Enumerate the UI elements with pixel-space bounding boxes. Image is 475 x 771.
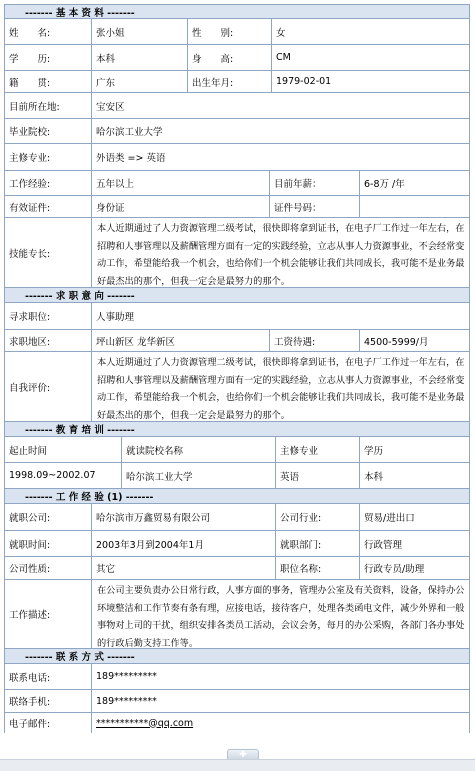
row-period (4, 531, 470, 557)
major-value: 外语类 => 英语 (91, 144, 355, 170)
phone-value: 189********* (91, 664, 471, 689)
row-origin (4, 71, 470, 93)
row-work-desc (4, 580, 470, 649)
work-desc-label: 工作描述: (9, 610, 51, 621)
area-label: 求职地区: (9, 336, 51, 348)
company-value: 哈尔滨市万鑫贸易有限公司 (91, 504, 275, 530)
email-cell (91, 713, 471, 733)
self-eval-text: 本人近期通过了人力资源管理二级考试，很快即将拿到证书，在电子厂工作过一年左右，在招聘和人事管理以及薪酬管理方面有一定的实践经验，立志从事人力资源事业，不会经常变动工作，希望能给我一个机会，也给你们一个机会能够让我们共同成长，我可能不是业务最好最杰出的那个，但我一定会是最努力的那个。 (91, 352, 471, 421)
education-major: 英语 (275, 463, 359, 488)
experience-label: 工作经验: (9, 179, 51, 190)
row-experience (4, 171, 470, 196)
row-self-eval (4, 352, 470, 422)
row-major (4, 144, 470, 171)
location-label: 目前所在地: (9, 101, 60, 113)
salary-value: 6-8万 /年 (359, 171, 471, 195)
plus-icon: ✚ (239, 749, 247, 760)
skills-text: 本人近期通过了人力资源管理二级考试，很快即将拿到证书，在电子厂工作过一年左右，在招聘和人事管理以及薪酬管理方面有一定的实践经验，立志从事人力资源事业，不会经常变动工作，希望能给我一个机会，也给你们一个机会能够让我们共同成长，我可能不是业务最好最杰出的那个，但我一定会是最努力的那个。 (91, 218, 471, 287)
bottom-bar (0, 759, 475, 771)
education-header-degree: 学历 (359, 437, 471, 462)
period-value: 2003年3月到2004年1月 (91, 531, 275, 556)
row-school (4, 119, 470, 144)
industry-value: 贸易/进出口 (359, 504, 471, 530)
education-header-school: 就读院校名称 (121, 437, 275, 462)
row-nature (4, 557, 470, 580)
location-value: 宝安区 (91, 93, 355, 118)
table-row (4, 463, 470, 489)
origin-value: 广东 (91, 71, 187, 92)
industry-label: 公司行业: (275, 504, 359, 530)
birth-label: 出生年月: (187, 71, 271, 92)
phone-label: 联系电话: (9, 672, 51, 684)
major-label: 主修专业: (9, 153, 51, 164)
row-company (4, 504, 470, 531)
row-phone (4, 664, 470, 690)
row-cert (4, 196, 470, 218)
name-label: 姓 名: (9, 27, 51, 39)
mobile-label: 联络手机: (9, 697, 51, 708)
area-value: 坪山新区 龙华新区 (91, 330, 269, 351)
section-header-contact: ------- 联 系 方 式 ------- (4, 649, 470, 664)
row-degree (4, 45, 470, 71)
degree-label: 学 历: (9, 53, 51, 65)
work-desc-text: 在公司主要负责办公日常行政，人事方面的事务，管理办公室及有关资料，设备，保持办公环境整洁和工作节奏有条有理，应接电话，接待客户，处理各类函电文件，减少外界和一般事物对上司的干扰，组织安排各类员工活动，会议会务，每月的办公采购，各部门各办事处的行政后勤支持工作等。 (91, 580, 471, 648)
row-skills (4, 218, 470, 288)
salary-label: 目前年薪： (269, 171, 359, 195)
row-mobile (4, 690, 470, 713)
row-area (4, 330, 470, 352)
position-label: 寻求职位: (9, 312, 51, 323)
section-header-intent: ------- 求 职 意 向 ------- (4, 288, 470, 303)
pay-label: 工资待遇: (269, 330, 359, 351)
height-value: CM (271, 45, 471, 70)
nature-value: 其它 (91, 557, 275, 579)
origin-label: 籍 贯: (9, 77, 51, 89)
self-eval-label: 自我评价: (9, 382, 51, 394)
degree-value: 本科 (91, 45, 187, 70)
education-header-major: 主修专业 (275, 437, 359, 462)
cert-value: 身份证 (91, 196, 269, 217)
row-position (4, 303, 470, 330)
education-period: 1998.09~2002.07 (9, 470, 96, 481)
position-value: 人事助理 (91, 303, 471, 329)
period-label: 就职时间: (9, 539, 51, 551)
birth-value: 1979-02-01 (271, 71, 355, 92)
email-link[interactable]: ***********@qq.com (96, 717, 194, 729)
skills-label: 技能专长: (9, 248, 51, 260)
row-email (4, 713, 470, 733)
school-value: 哈尔滨工业大学 (91, 119, 355, 143)
pay-value: 4500-5999/月 (359, 330, 471, 351)
gender-value: 女 (271, 19, 471, 44)
education-degree: 本科 (359, 463, 471, 488)
school-label: 毕业院校: (9, 127, 51, 138)
cert-no-value (359, 196, 471, 217)
section-header-education: ------- 教 育 培 训 ------- (4, 422, 470, 437)
section-header-work: ------- 工 作 经 验 (1) ------- (4, 489, 470, 504)
row-name (4, 19, 470, 45)
name-value: 张小姐 (91, 19, 187, 44)
cert-label: 有效证件: (9, 202, 51, 214)
email-label: 电子邮件: (9, 719, 51, 730)
dept-label: 就职部门: (275, 531, 359, 556)
cert-no-label: 证件号码： (269, 196, 359, 217)
experience-value: 五年以上 (91, 171, 269, 195)
gender-label: 性 别: (187, 19, 271, 44)
nature-label: 公司性质: (9, 564, 51, 575)
education-header-period: 起止时间 (9, 445, 48, 457)
company-label: 就职公司: (9, 513, 51, 524)
education-header-row (4, 437, 470, 463)
section-header-basic: ------- 基 本 资 料 ------- (4, 4, 470, 19)
title-label: 职位名称: (275, 557, 359, 579)
dept-value: 行政管理 (359, 531, 471, 556)
education-school: 哈尔滨工业大学 (121, 463, 275, 488)
row-location (4, 93, 470, 119)
title-value: 行政专员/助理 (359, 557, 471, 579)
mobile-value: 189********* (91, 690, 471, 712)
height-label: 身 高: (187, 45, 271, 70)
